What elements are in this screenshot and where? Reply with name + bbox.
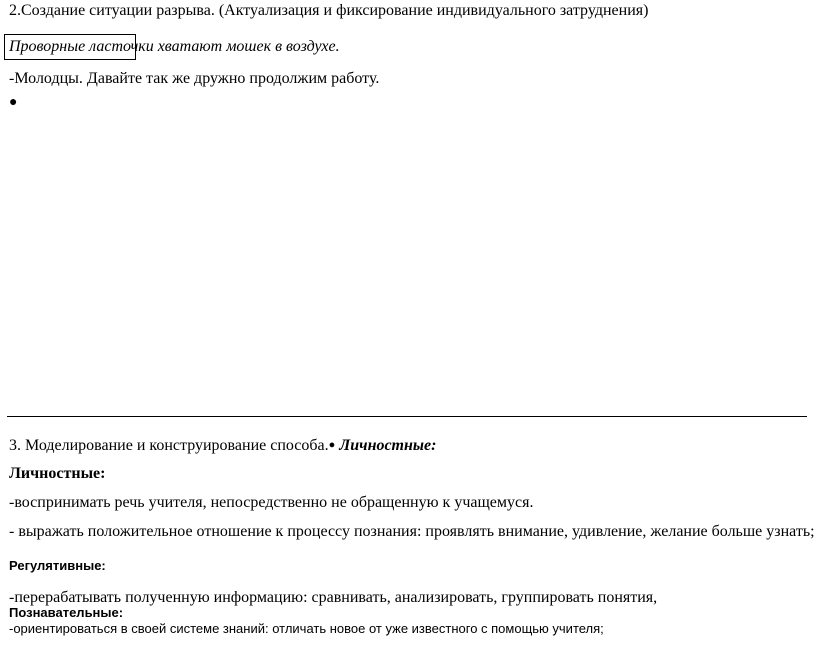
section2-heading: 2.Создание ситуации разрыва. (Актуализация и фиксирование индивидуального затруднения)	[9, 2, 649, 19]
cognitive-item: -ориентироваться в своей системе знаний: отличать новое от уже известного с помощью учителя;	[9, 621, 604, 636]
cognitive-title: Познавательные:	[9, 605, 124, 620]
bullet-icon: ●	[9, 95, 18, 110]
italic-sentence: Проворные ласточки хватают мошек в воздухе.	[9, 38, 340, 55]
praise-line: -Молодцы. Давайте так же дружно продолжим работу.	[9, 70, 380, 87]
personal-item: -воспринимать речь учителя, непосредственно не обращенную к учащемуся.	[9, 494, 534, 511]
section3-heading-tail: Личностные:	[335, 437, 437, 454]
regulative-title: Регулятивные:	[9, 558, 106, 573]
section3-heading-text: 3. Моделирование и конструирование способа.	[9, 437, 329, 454]
personal-item: - выражать положительное отношение к процессу познания: проявлять внимание, удивление, желание больше узнать;	[9, 523, 815, 540]
section-divider	[7, 416, 807, 417]
section3-heading	[9, 437, 436, 455]
inline-bullet-icon: ●	[328, 439, 336, 451]
personal-title: Личностные:	[9, 465, 106, 482]
regulative-item: -перерабатывать полученную информацию: сравнивать, анализировать, группировать понятия,	[9, 589, 658, 606]
